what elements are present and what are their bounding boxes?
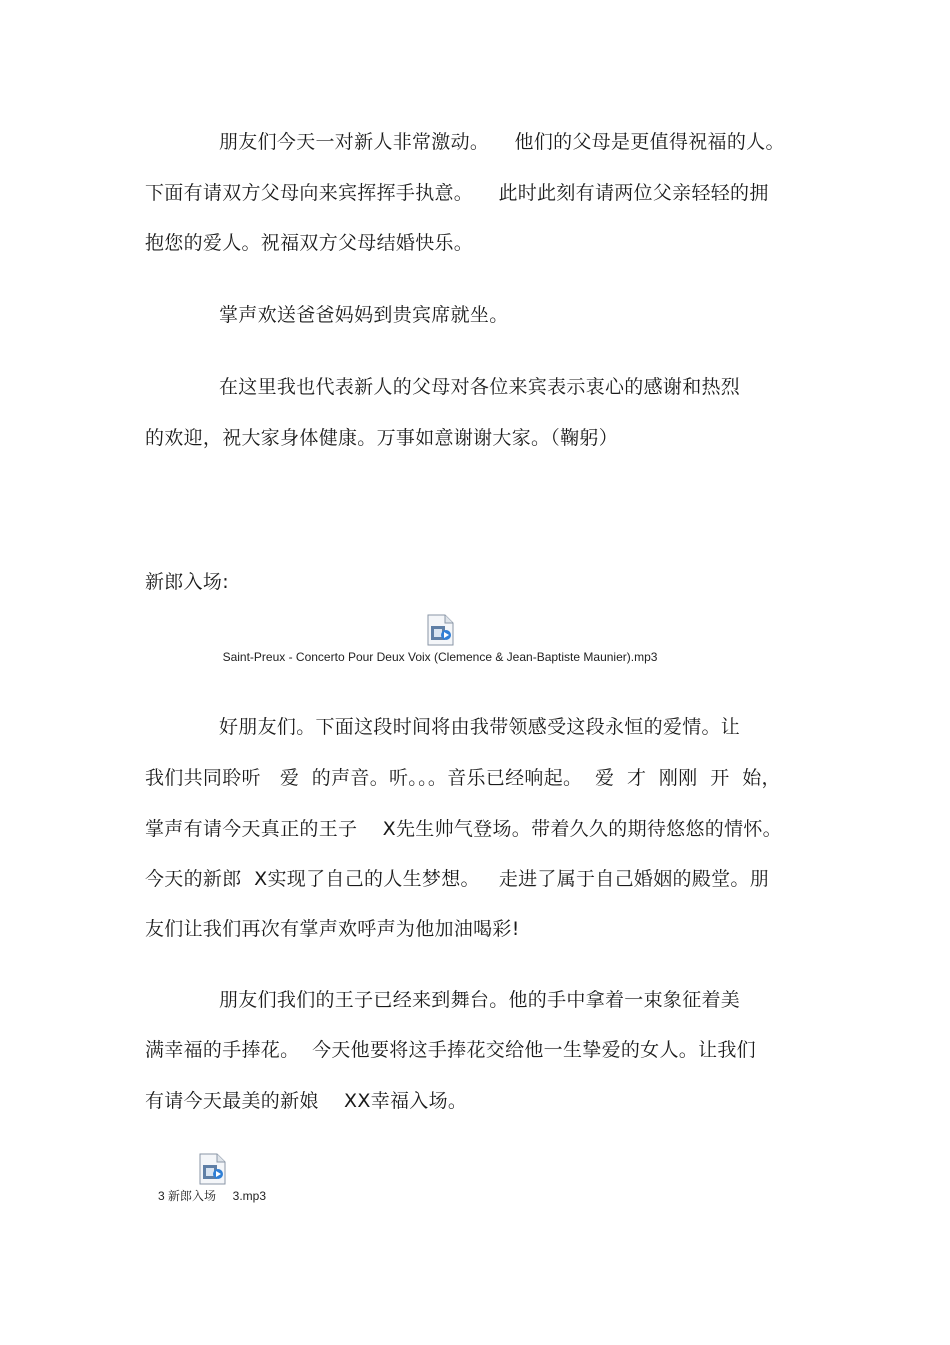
section-heading: 新郎入场: bbox=[145, 571, 229, 593]
audio-file-icon bbox=[197, 1153, 227, 1189]
audio-attachment[interactable] bbox=[150, 1153, 274, 1203]
paragraph-line: 好朋友们。下面这段时间将由我带领感受这段永恒的爱情。让 bbox=[219, 716, 741, 738]
paragraph-line: 我们共同聆听 爱 的声音。听。。。音乐已经响起。 爱 才 刚刚 开 始， bbox=[145, 767, 781, 789]
paragraph-line: 掌声欢送爸爸妈妈到贵宾席就坐。 bbox=[219, 304, 509, 326]
paragraph-line: 在这里我也代表新人的父母对各位来宾表示衷心的感谢和热烈 bbox=[219, 376, 741, 398]
paragraph-line: 朋友们今天一对新人非常激动。 他们的父母是更值得祝福的人。 bbox=[219, 131, 785, 153]
paragraph-line: 抱您的爱人。祝福双方父母结婚快乐。 bbox=[145, 232, 474, 254]
paragraph-line: 满幸福的手捧花。 今天他要将这手捧花交给他一生挚爱的女人。让我们 bbox=[145, 1039, 756, 1061]
audio-file-icon bbox=[425, 614, 455, 650]
paragraph-line: 友们让我们再次有掌声欢呼声为他加油喝彩! bbox=[145, 918, 520, 940]
attachment-filename: Saint-Preux - Concerto Pour Deux Voix (Clemence & Jean-Baptiste Maunier).mp3 bbox=[222, 650, 658, 664]
paragraph-line: 下面有请双方父母向来宾挥挥手执意。 此时此刻有请两位父亲轻轻的拥 bbox=[145, 182, 769, 204]
paragraph-line: 朋友们我们的王子已经来到舞台。他的手中拿着一束象征着美 bbox=[219, 989, 741, 1011]
paragraph-line: 掌声有请今天真正的王子 X先生帅气登场。带着久久的期待悠悠的情怀。 bbox=[145, 818, 782, 840]
attachment-filename: 3 新郎入场 3.mp3 bbox=[157, 1189, 267, 1203]
paragraph-line: 的欢迎，祝大家身体健康。万事如意谢谢大家。（鞠躬） bbox=[145, 427, 619, 449]
audio-attachment[interactable] bbox=[190, 614, 690, 664]
paragraph-line: 有请今天最美的新娘 XX幸福入场。 bbox=[145, 1090, 468, 1112]
paragraph-line: 今天的新郎 X实现了自己的人生梦想。 走进了属于自己婚姻的殿堂。朋 bbox=[145, 868, 770, 890]
